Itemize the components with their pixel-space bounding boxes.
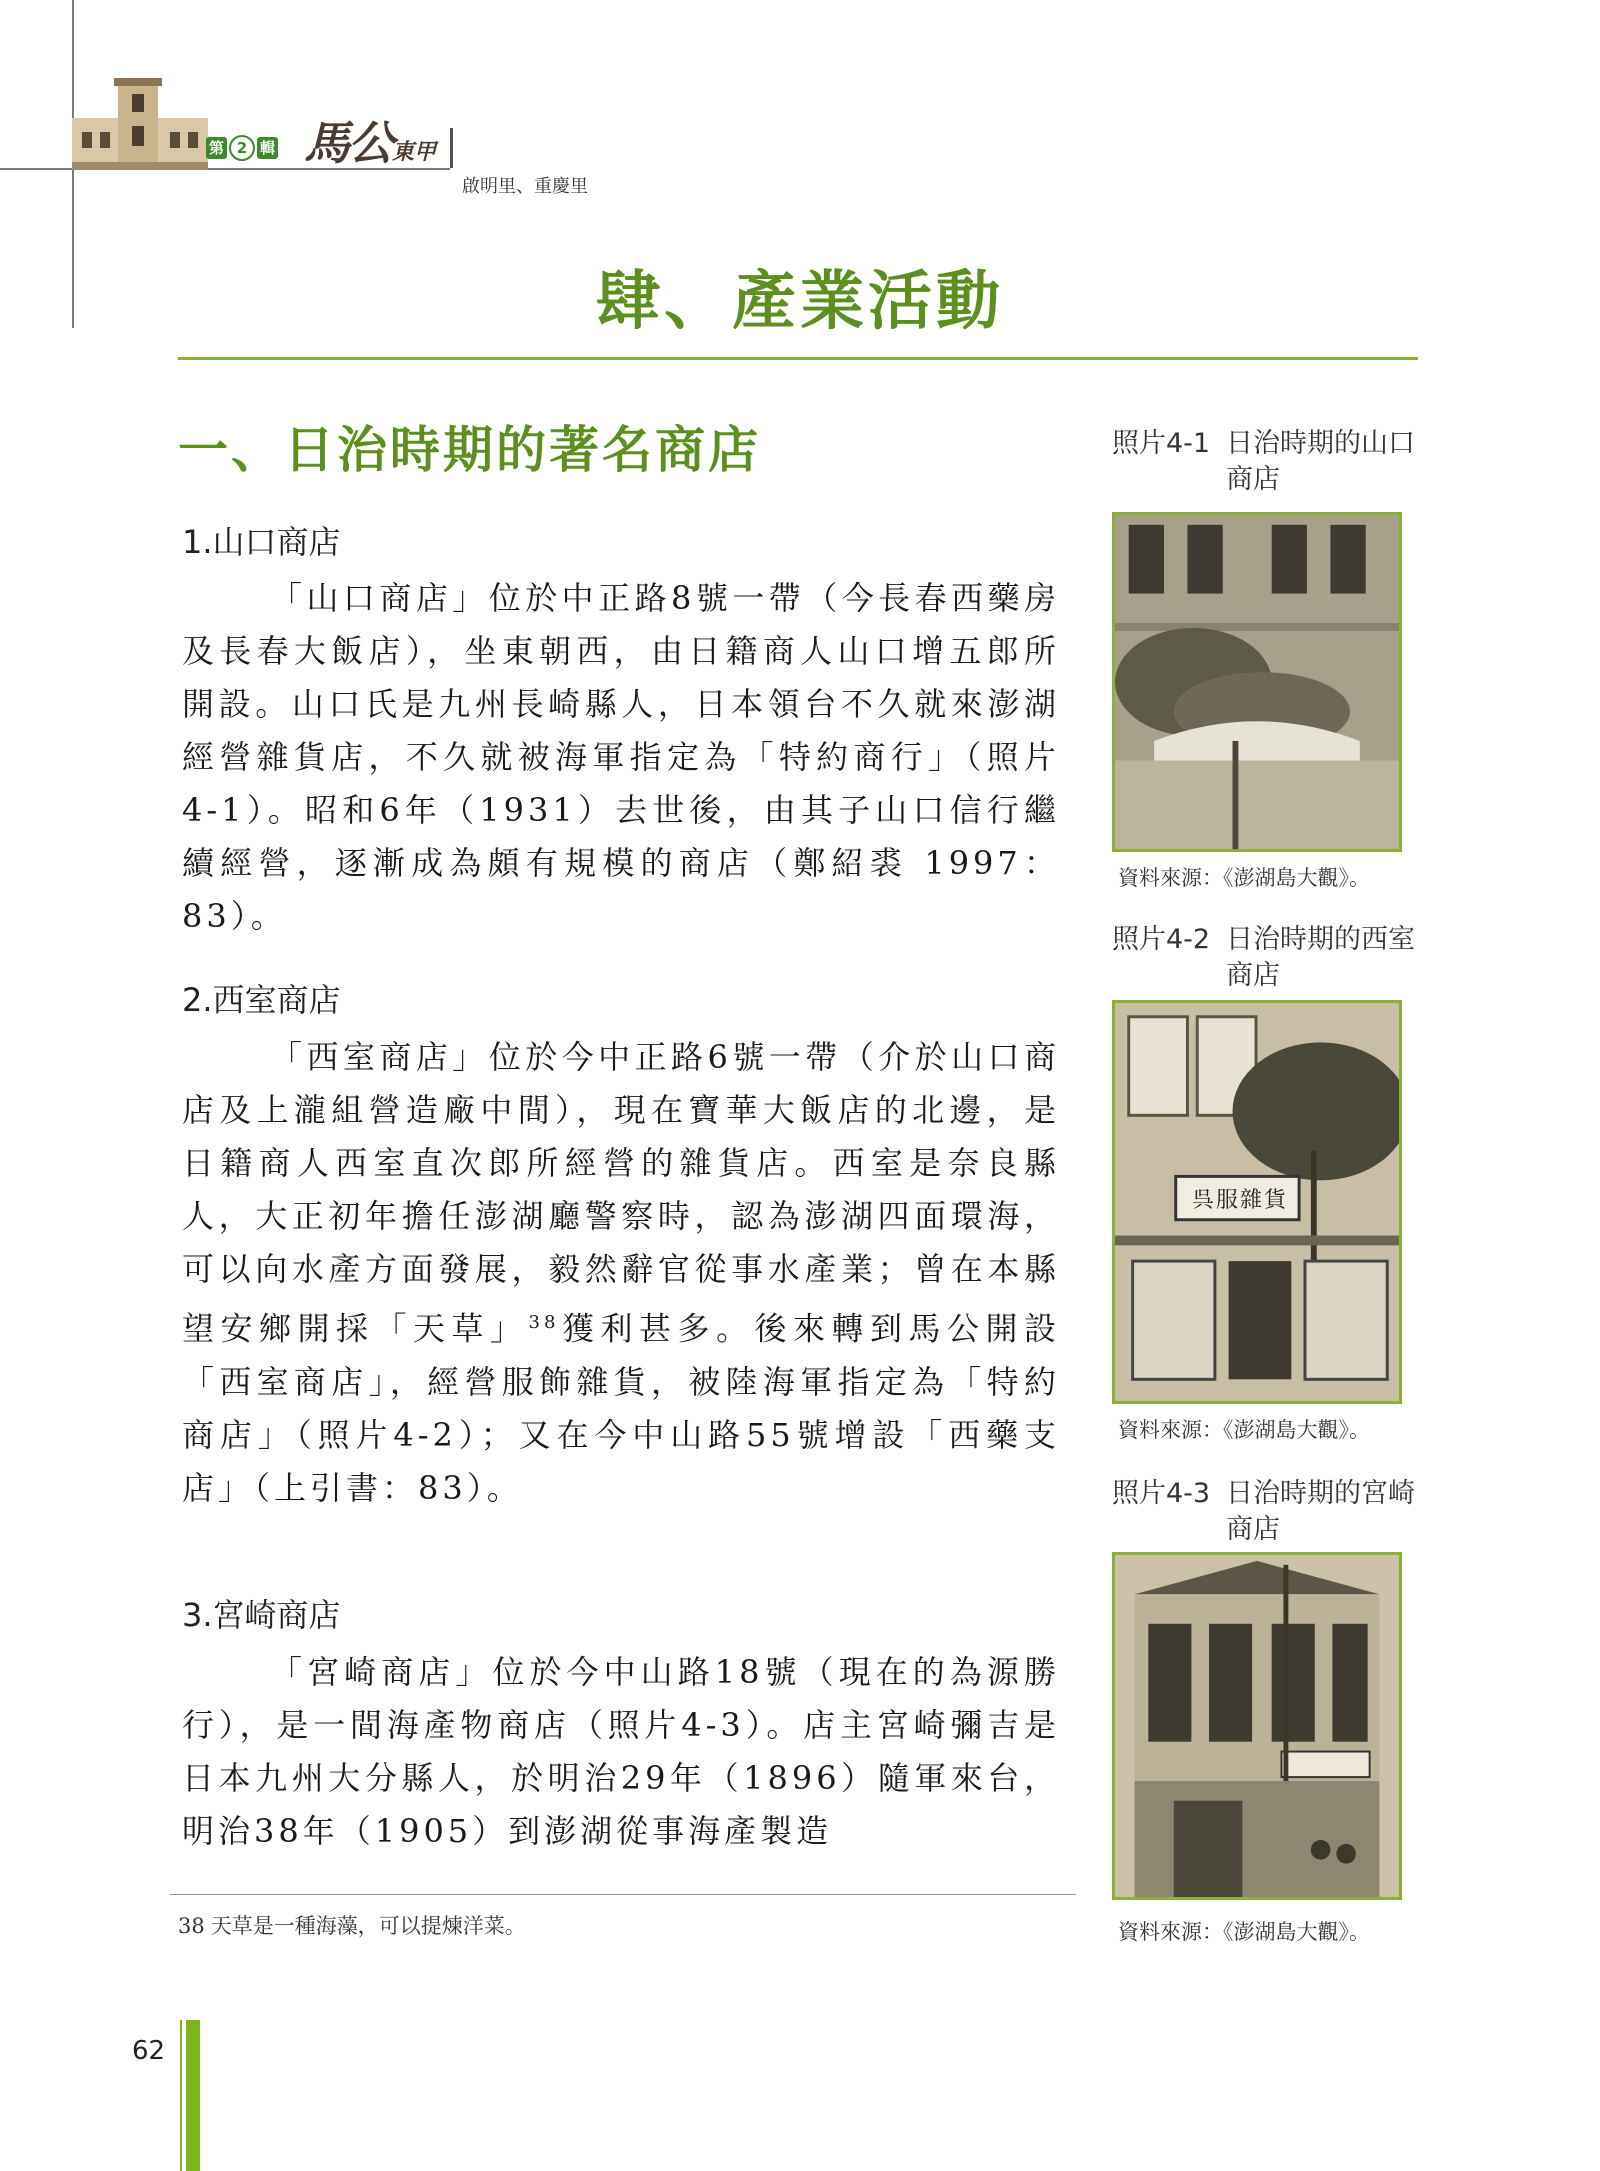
header-building-illustration	[72, 78, 208, 170]
title-underline	[178, 357, 1418, 360]
page-title: 肆、產業活動	[596, 264, 1004, 339]
footnote-text: 天草是一種海藻，可以提煉洋菜。	[210, 1914, 526, 1938]
section-heading: 一、日治時期的著名商店	[178, 420, 761, 479]
footnote-reference: 38	[528, 1312, 560, 1333]
paragraph-text-part: 獲利甚多。後來轉到馬公開設「西室商店」，經營服飾雜貨，被陸海軍指定為「特約商店」（照片4-2）；又在今中山路55號增設「西藥支店」（上引書：83）。	[182, 1309, 1060, 1507]
photo-yamaguchi-store	[1112, 512, 1402, 852]
page-edge-bar	[186, 2020, 200, 2171]
photo-label: 照片4-3	[1112, 1478, 1211, 1509]
photo-nishimuro-store	[1112, 1000, 1402, 1404]
photo-source: 資料來源：《澎湖島大觀》。	[1118, 866, 1370, 890]
header-divider-tick	[450, 128, 453, 168]
footnote-number: 38	[178, 1914, 205, 1938]
store-heading-miyazaki: 3.宮崎商店	[182, 1596, 341, 1634]
store-paragraph-yamaguchi: 「山口商店」位於中正路8號一帶（今長春西藥房及長春大飯店），坐東朝西，由日籍商人山口增五郎所開設。山口氏是九州長崎縣人，日本領台不久就來澎湖經營雜貨店，不久就被海軍指定為「特約商行」（照片4-1）。昭和6年（1931）去世後，由其子山口信行繼續經營，逐漸成為頗有規模的商店（鄭紹裘 1997：83）。	[182, 579, 1060, 935]
page-number: 62	[132, 2036, 166, 2066]
store-paragraph-miyazaki: 「宮崎商店」位於今中山路18號（現在的為源勝行），是一間海產物商店（照片4-3）。店主宮崎彌吉是日本九州大分縣人，於明治29年（1896）隨軍來台，明治38年（1905）到澎湖從事海產製造	[182, 1653, 1060, 1850]
chapter-number: 2	[229, 135, 255, 161]
chapter-name-small: 東甲	[392, 139, 437, 165]
photo-source: 資料來源：《澎湖島大觀》。	[1118, 1920, 1370, 1944]
photo-title: 日治時期的山口商店	[1226, 428, 1415, 495]
header-subtitle: 啟明里、重慶里	[462, 176, 588, 197]
chapter-prefix: 第	[206, 137, 227, 159]
paragraph-text-part: 「西室商店」位於今中正路6號一帶（介於山口商店及上瀧組營造廠中間），現在寶華大飯店的北邊，是日籍商人西室直次郎所經營的雜貨店。西室是奈良縣人，大正初年擔任澎湖廳警察時，認為澎湖四面環海，可以向水產方面發展，毅然辭官從事水產業；曾在本縣望安鄉開採「天草」	[182, 1038, 1060, 1348]
footnote	[178, 1912, 526, 1940]
photo-shop-sign: 呉服雜貨	[1191, 1188, 1288, 1213]
photo-miyazaki-store	[1112, 1552, 1402, 1900]
photo-label: 照片4-2	[1112, 924, 1211, 955]
photo-title: 日治時期的宮崎商店	[1226, 1478, 1415, 1545]
chapter-badge	[206, 134, 278, 162]
photo-label: 照片4-1	[1112, 428, 1211, 459]
store-heading-yamaguchi: 1.山口商店	[182, 523, 341, 561]
footnote-divider	[170, 1894, 1076, 1895]
chapter-suffix: 輯	[257, 137, 278, 159]
store-heading-nishimuro: 2.西室商店	[182, 981, 341, 1019]
photo-source: 資料來源：《澎湖島大觀》。	[1118, 1418, 1370, 1442]
photo-title: 日治時期的西室商店	[1226, 924, 1415, 991]
page-edge-line	[180, 2020, 182, 2171]
chapter-name	[304, 118, 436, 177]
chapter-name-large: 馬公	[304, 116, 392, 170]
store-paragraph-nishimuro	[182, 1031, 1060, 1515]
